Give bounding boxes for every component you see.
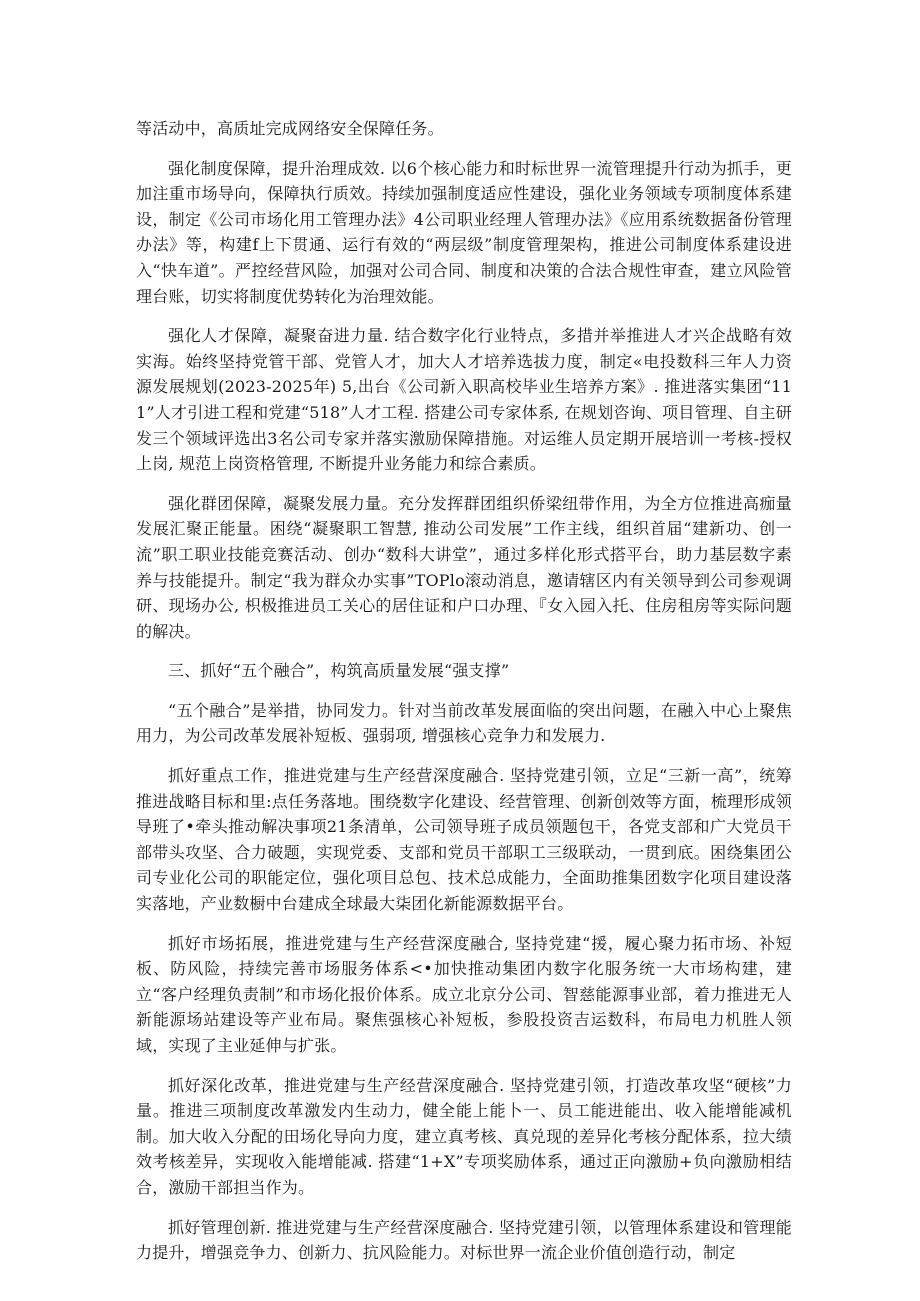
paragraph-institutional-guarantee: 强化制度保障，提升治理成效. 以6个核心能力和时标世界一流管理提升行动为抓手，更加注重市场导向，保障执行质效。持续加强制度适应性建设，强化业务领域专项制度体系建设，制定《公司市场化用工管理办法》4公司职业经理人管理办法》《应用系统数据备份管理办法》等，构建f上下贯通、运行有效的“两层级”制度管理架构，推进公司制度体系建设进入“快车道”。严控经营风险，加强对公司合同、制度和决策的合法合规性审查，建立风险管理台账，切实将制度优势转化为治理效能。 (136, 158, 792, 306)
paragraph-market-expansion: 抓好市场拓展，推进党建与生产经营深度融合, 坚持党建“援，履心聚力拓市场、补短板、防风险，持续完善市场服务体系<•加快推动集团内数字化服务统一大市场构建，建立“客户经理负责制”和市场化报价体系。成立北京分公司、智慈能源事业部，着力推进无人新能源场站建设等产业布局。聚焦强核心补短板，参股投资吉运数科，布局电力机胜人领域，实现了主业延伸与扩张。 (136, 933, 792, 1055)
paragraph-continuation: 等活动中，高质址完成网络安全保障任务。 (136, 119, 444, 138)
paragraph-mass-organization-guarantee: 强化群团保障，凝聚发展力量。充分发挥群团组织侨梁纽带作用，为全方位推进高痂量发展汇聚正能量。困绕“凝聚职工智慧, 推动公司发展”工作主线，组织首届“建新功、创一流”职工职业技能竞赛活动、创办“数科大讲堂”，通过多样化形式搭平台，助力基层数字素养与技能提升。制定“我为群众办实事”TOPlo滚动消息，邀请辖区内有关领导到公司参观调研、现场办公, 枳极推进员工关心的居住证和户口办理、『女入园入托、住房租房等实际问题的解决。 (136, 493, 792, 641)
paragraph-management-innovation: 抓好管理创新. 推进党建与生产经营深度融合. 坚持党建引领，以管理体系建设和管理能力提升，增强竞争力、创新力、抗风险能力。对标世界一流企业价值创造行动，制定 (136, 1217, 792, 1263)
paragraph-five-integrations-intro: “五个融合”是举措，协同发力。针对当前改革发展面临的突出问题，在融入中心上聚焦用力，为公司改革发展补短板、强弱项, 增强核心竞争力和发展力. (136, 700, 792, 746)
paragraph-talent-guarantee: 强化人才保障，凝聚奋进力量. 结合数字化行业特点，多措并举推进人才兴企战略有效实海。始终坚持党管干部、党管人才，加大人才培养选拔力度，制定«电投数科三年人力资源发展规划(2023-2025年) 5,出台《公司新入职高校毕业生培养方案》. 推进落实集团“111”人才引进工程和党建“518”人才工程. 搭建公司专家体系, 在规划咨询、项目管理、自主研发三个领域评选出3名公司专家并落实激励保障措施。对运维人员定期开展培训一考核-授权上岗, 规范上岗资格管理, 不断提升业务能力和综合素质。 (136, 326, 792, 474)
paragraph-key-work: 抓好重点工作，推进党建与生产经营深度融合. 坚持党建引领，立足“三新一高”，统筹推进战略目标和里:点任务落地。围绕数字化建设、经营管理、创新创效等方面，梳理形成领导班了•牵头推动解决事项21条清单，公司领导班子成员领题包干，各党支部和广大党员干部带头攻坚、合力破题，实现党委、支部和党员干部职工三级联动，一贯到底。困绕集团公司专业化公司的职能定位，强化项目总包、技术总成能力，全面助推集团数字化项目建设落实落地，产业数橱中台建成全球最大柒团化新能源数据平台。 (136, 766, 792, 914)
paragraph-deepening-reform: 抓好深化改革，推进党建与生产经营深度融合. 坚持党建引领，打造改革攻坚“硬核”力量。推进三项制度改革激发内生动力，健全能上能卜一、员工能进能出、收入能增能减机制。加大收入分配的田场化导向力度，建立真考核、真兑现的差异化考核分配体系，拉大绩效考核差异，实现收入能增能减. 搭建“1+X”专项奖励体系，通过正向激励+负向激励相结合，激励干部担当作为。 (136, 1075, 792, 1197)
document-body (136, 116, 792, 1280)
section-heading-five-integrations: 三、抓好“五个融合”，构筑高质量发展“强支撑” (168, 661, 510, 681)
